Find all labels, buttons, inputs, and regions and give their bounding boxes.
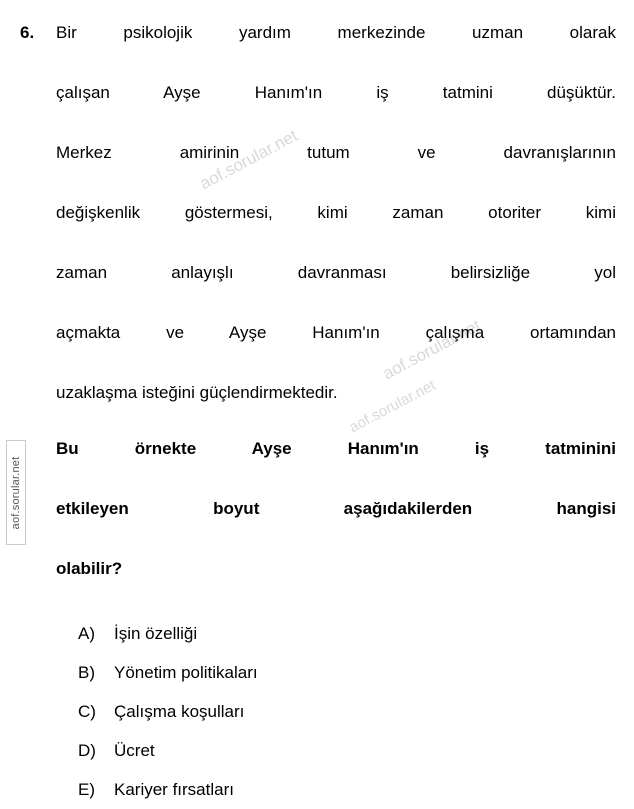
option-text: Kariyer fırsatları (114, 780, 234, 799)
question-stem-line: zaman anlayışlı davranması belirsizliğe yol (56, 263, 616, 282)
question-stem-line: Bir psikolojik yardım merkezinde uzman olarak (56, 23, 616, 42)
question-number: 6. (20, 23, 35, 42)
question-block (18, 18, 616, 809)
option-label: D) (78, 741, 96, 760)
option-label: A) (78, 624, 95, 643)
question-row (18, 18, 616, 809)
option-label: C) (78, 702, 96, 721)
question-stem (56, 18, 616, 408)
question-body (56, 18, 616, 809)
question-stem-line: değişkenlik göstermesi, kimi zaman otoriter kimi (56, 203, 616, 222)
question-prompt-line: olabilir? (56, 559, 123, 578)
watermark-text: aof.sorular.net (196, 125, 301, 194)
option-c[interactable] (56, 692, 616, 731)
watermark-text: aof.sorular.net (346, 376, 439, 437)
question-prompt-line: Bu örnekte Ayşe Hanım'ın iş tatminini (56, 439, 616, 458)
option-text: Çalışma koşulları (114, 702, 245, 721)
option-a[interactable] (56, 614, 616, 653)
question-stem-line: çalışan Ayşe Hanım'ın iş tatmini düşüktür. (56, 83, 616, 102)
question-stem-line: açmakta ve Ayşe Hanım'ın çalışma ortamından (56, 323, 616, 342)
option-b[interactable] (56, 653, 616, 692)
option-text: İşin özelliği (114, 624, 198, 643)
question-prompt (56, 434, 616, 584)
answer-options (56, 614, 616, 809)
side-watermark-label: aof.sorular.net (10, 456, 22, 529)
option-label: B) (78, 663, 95, 682)
option-text: Yönetim politikaları (114, 663, 258, 682)
question-stem-line: uzaklaşma isteğini güçlendirmektedir. (56, 383, 338, 402)
option-label: E) (78, 780, 95, 799)
watermark-text: aof.sorular.net (379, 315, 484, 384)
question-stem-line: Merkez amirinin tutum ve davranışlarının (56, 143, 616, 162)
option-e[interactable] (56, 770, 616, 809)
option-text: Ücret (114, 741, 155, 760)
option-d[interactable] (56, 731, 616, 770)
question-prompt-line: etkileyen boyut aşağıdakilerden hangisi (56, 499, 616, 518)
